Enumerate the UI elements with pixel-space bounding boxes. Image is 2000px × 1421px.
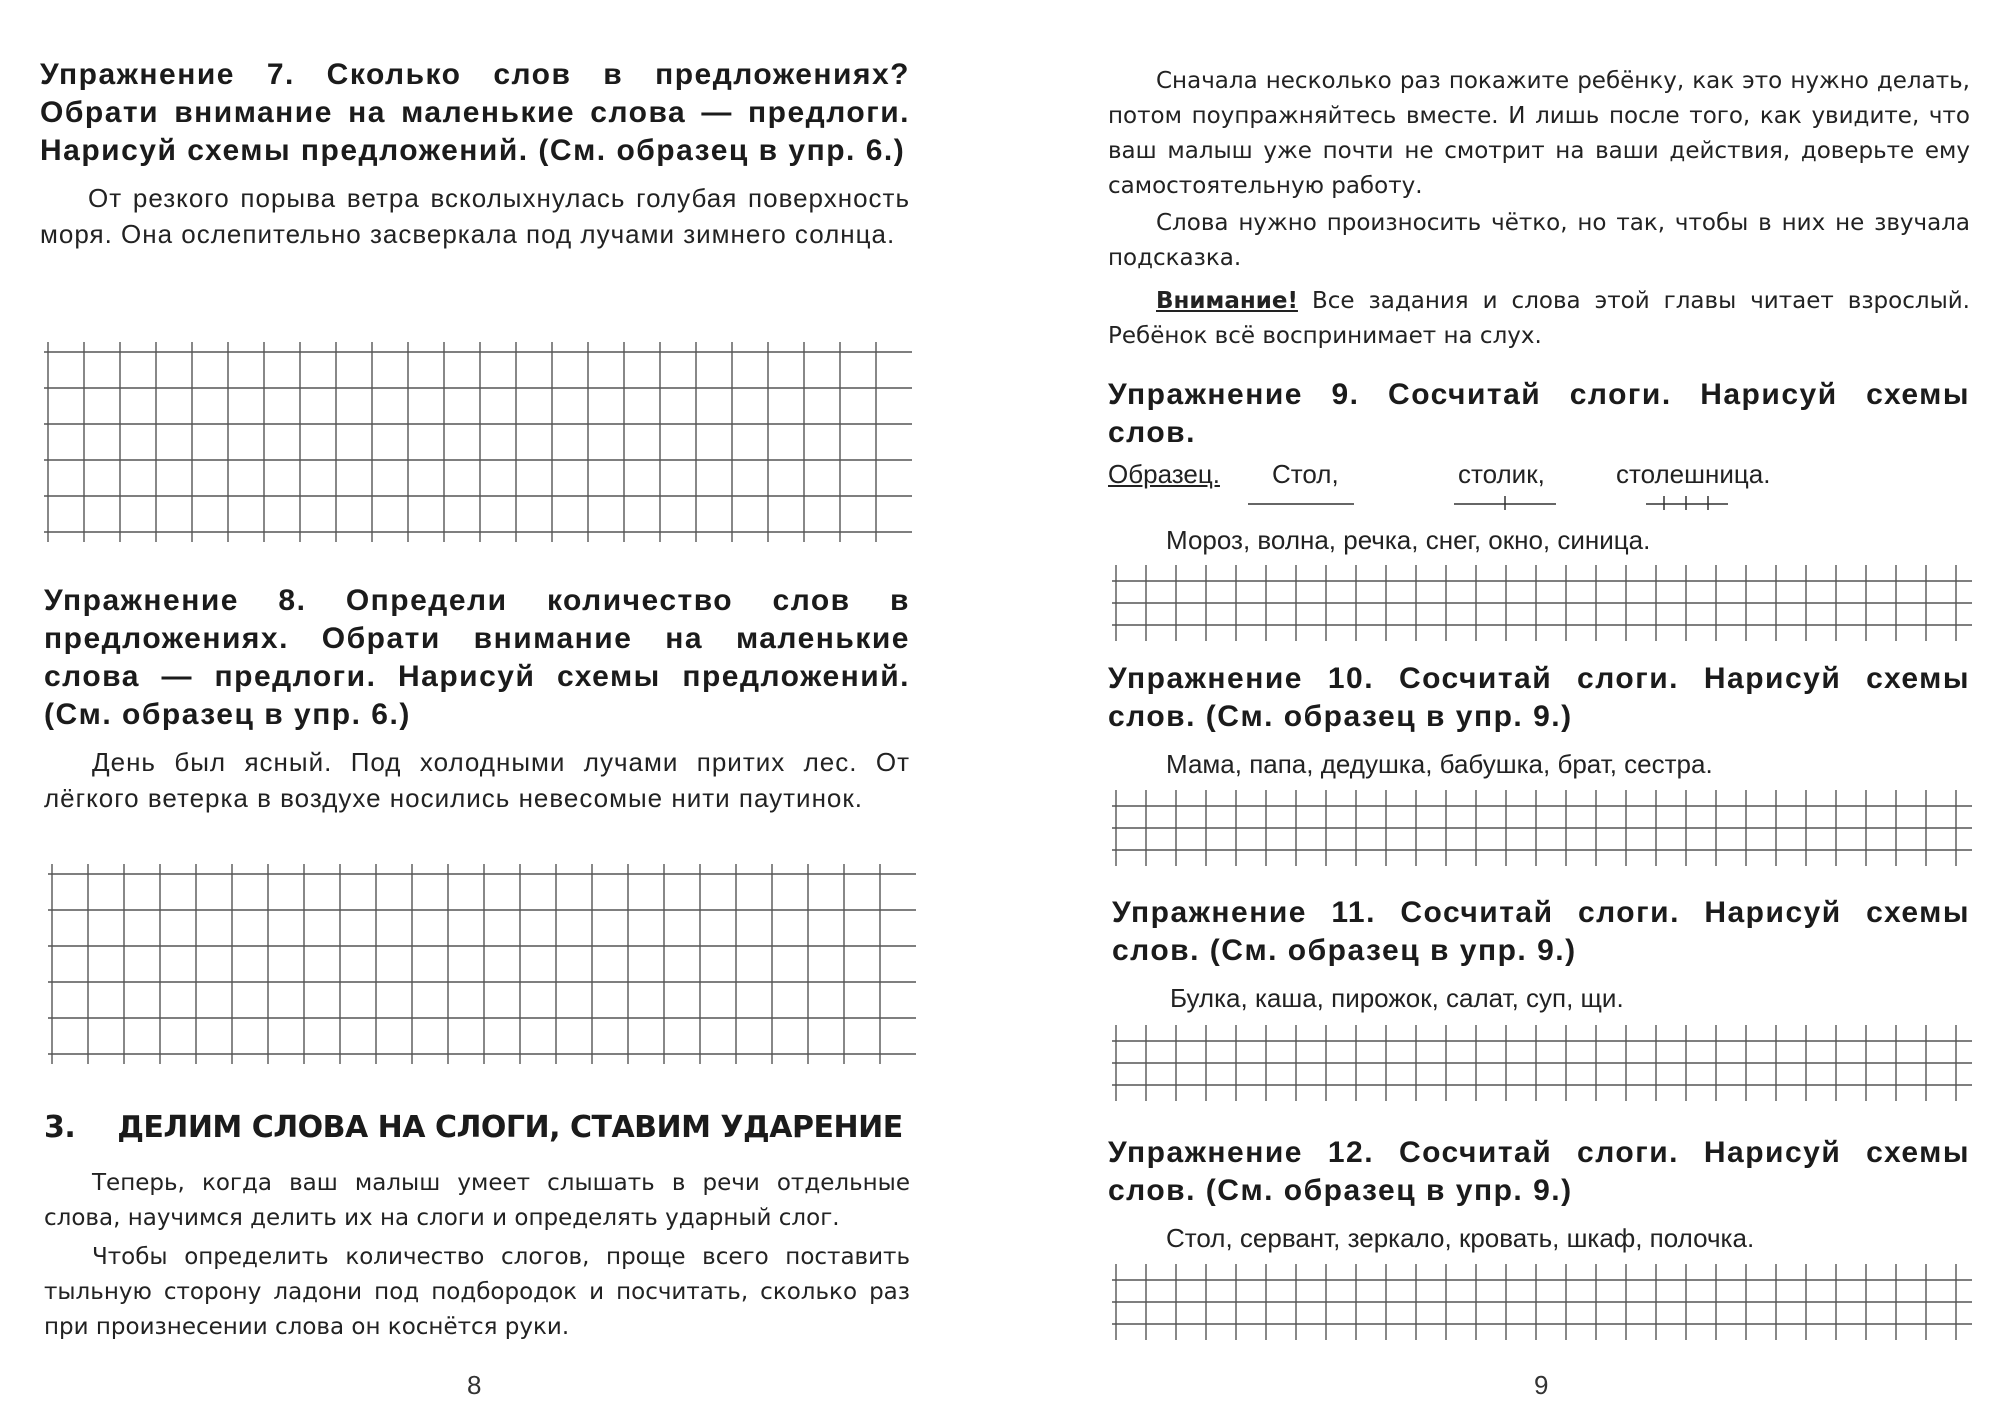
attention-label: Внимание!: [1156, 288, 1298, 314]
exercise-11-words: Булка, каша, пирожок, салат, суп, щи.: [1170, 983, 1624, 1013]
chapter-number: 3.: [44, 1110, 76, 1145]
exercise-8-text: День был ясный. Под холодными лучами притих лес. От лёгкого ветерка в воздухе носились невесомые нити паутинок.: [44, 747, 910, 813]
attention-text: Все задания и слова этой главы читает взрослый. Ребёнок всё воспринимает на слух.: [1108, 288, 1970, 349]
exercise-12-words: Стол, сервант, зеркало, кровать, шкаф, полочка.: [1166, 1223, 1755, 1253]
exercise-8: [44, 582, 910, 816]
exercise-8-grid: [44, 862, 924, 1072]
exercise-10-heading: Упражнение 10. Сосчитай слоги. Нарисуй схемы слов. (См. образец в упр. 9.): [1108, 662, 1970, 733]
sample-word-2: столик,: [1458, 459, 1545, 489]
page-number-left: 8: [467, 1370, 482, 1400]
page-number-right: 9: [1534, 1370, 1549, 1400]
exercise-12: [1108, 1134, 1970, 1210]
chapter-heading: [44, 1110, 914, 1145]
parent-instructions: [1108, 64, 1970, 354]
exercise-8-heading: Упражнение 8. Определи количество слов в предложениях. Обрати внимание на маленькие слова — предлоги. Нарисуй схемы предложений. (См. образец в упр. 6.): [44, 584, 910, 731]
sample-word-1: Стол,: [1272, 459, 1339, 489]
exercise-7-heading: Упражнение 7. Сколько слов в предложениях? Обрати внимание на маленькие слова — предлоги. Нарисуй схемы предложений. (См. образец в упр. 6.): [40, 58, 910, 167]
attention-note: [1108, 284, 1970, 354]
exercise-10-grid: [1108, 790, 1988, 870]
exercise-9-sample: [1108, 456, 1970, 516]
exercise-7-text: От резкого порыва ветра всколыхнулась голубая поверхность моря. Она ослепительно засверкала под лучами зимнего солнца.: [40, 183, 910, 249]
chapter-title: ДЕЛИМ СЛОВА НА СЛОГИ, СТАВИМ УДАРЕНИЕ: [117, 1110, 903, 1145]
exercise-9: [1108, 376, 1970, 452]
exercise-11: [1112, 894, 1970, 970]
exercise-7-grid: [40, 340, 920, 550]
chapter-intro: [44, 1166, 910, 1345]
exercise-12-grid: [1108, 1264, 1988, 1344]
instructions-paragraph-2: Слова нужно произносить чётко, но так, чтобы в них не звучала подсказка.: [1108, 210, 1970, 271]
exercise-11-heading: Упражнение 11. Сосчитай слоги. Нарисуй схемы слов. (См. образец в упр. 9.): [1112, 896, 1970, 967]
chapter-paragraph-2: Чтобы определить количество слогов, проще всего поставить тыльную сторону ладони под подбородок и посчитать, сколько раз при произнесении слова он коснётся руки.: [44, 1244, 910, 1340]
exercise-12-heading: Упражнение 12. Сосчитай слоги. Нарисуй схемы слов. (См. образец в упр. 9.): [1108, 1136, 1970, 1207]
instructions-paragraph-1: Сначала несколько раз покажите ребёнку, как это нужно делать, потом поупражняйтесь вместе. И лишь после того, как увидите, что ваш малыш уже почти не смотрит на ваши действия, доверьте ему самостоятельную работу.: [1108, 68, 1970, 199]
chapter-paragraph-1: Теперь, когда ваш малыш умеет слышать в речи отдельные слова, научимся делить их на слоги и определять ударный слог.: [44, 1170, 910, 1231]
exercise-9-grid: [1108, 565, 1988, 645]
sample-syllable-schemes: [1108, 490, 1970, 516]
exercise-11-grid: [1108, 1025, 1988, 1105]
exercise-7: [40, 56, 910, 252]
sample-label: Образец.: [1108, 459, 1220, 489]
sample-word-3: столешница.: [1616, 459, 1771, 489]
exercise-9-heading: Упражнение 9. Сосчитай слоги. Нарисуй схемы слов.: [1108, 378, 1970, 449]
exercise-10: [1108, 660, 1970, 736]
exercise-10-words: Мама, папа, дедушка, бабушка, брат, сестра.: [1166, 749, 1713, 779]
exercise-9-words: Мороз, волна, речка, снег, окно, синица.: [1166, 525, 1651, 555]
